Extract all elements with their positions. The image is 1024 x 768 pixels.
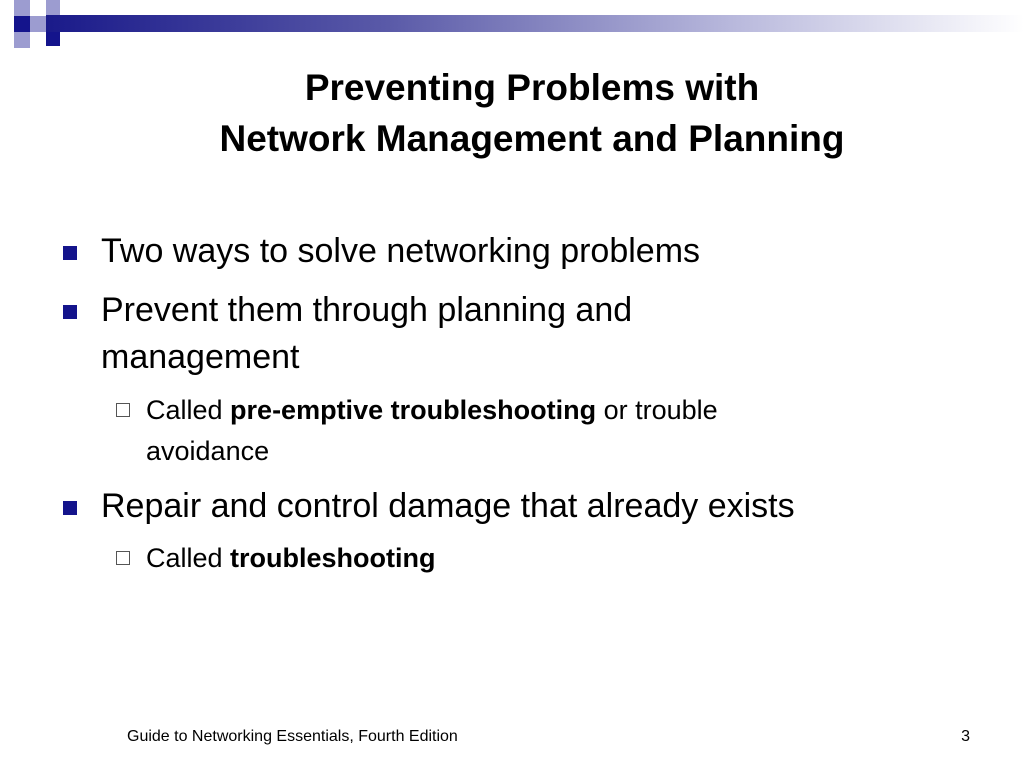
slide-title-line: Preventing Problems with (304, 67, 760, 108)
sub-bullet-hollow-square-icon (116, 403, 130, 417)
banner-square (14, 16, 30, 32)
banner-square (46, 32, 60, 46)
banner-square (14, 0, 30, 16)
bullet-item (101, 483, 981, 530)
banner-square (0, 16, 14, 32)
slide-footer: Guide to Networking Essentials, Fourth Edition (127, 728, 458, 745)
decorative-header-banner (0, 0, 1024, 60)
banner-square (30, 16, 46, 32)
banner-square (30, 32, 46, 48)
bullet-square-icon (63, 246, 77, 260)
bullet-item (101, 228, 981, 275)
bullet-item (101, 287, 981, 381)
sub-bullet-text: Called (146, 543, 231, 573)
sub-bullet-bold-term: pre-emptive troubleshooting (230, 395, 597, 425)
sub-bullet-item (146, 538, 946, 579)
sub-bullet-text: Called (146, 395, 231, 425)
bullet-text: management (101, 338, 300, 376)
banner-square (14, 32, 30, 48)
sub-bullet-bold-term: troubleshooting (230, 543, 436, 573)
bullet-text: Prevent them through planning and (101, 291, 633, 329)
sub-bullet-item (146, 390, 946, 472)
sub-bullet-text: avoidance (146, 436, 270, 466)
banner-square (30, 0, 46, 16)
page-number: 3 (961, 728, 970, 745)
banner-gradient-bar (46, 15, 1024, 32)
slide-title (40, 62, 1024, 164)
banner-square (60, 0, 74, 15)
slide-title-line: Network Management and Planning (219, 118, 845, 159)
bullet-square-icon (63, 501, 77, 515)
banner-square (46, 0, 60, 15)
bullet-text: Repair and control damage that already exists (101, 487, 795, 525)
bullet-text: Two ways to solve networking problems (101, 232, 701, 270)
sub-bullet-hollow-square-icon (116, 551, 130, 565)
bullet-square-icon (63, 305, 77, 319)
sub-bullet-text: or trouble (596, 395, 718, 425)
